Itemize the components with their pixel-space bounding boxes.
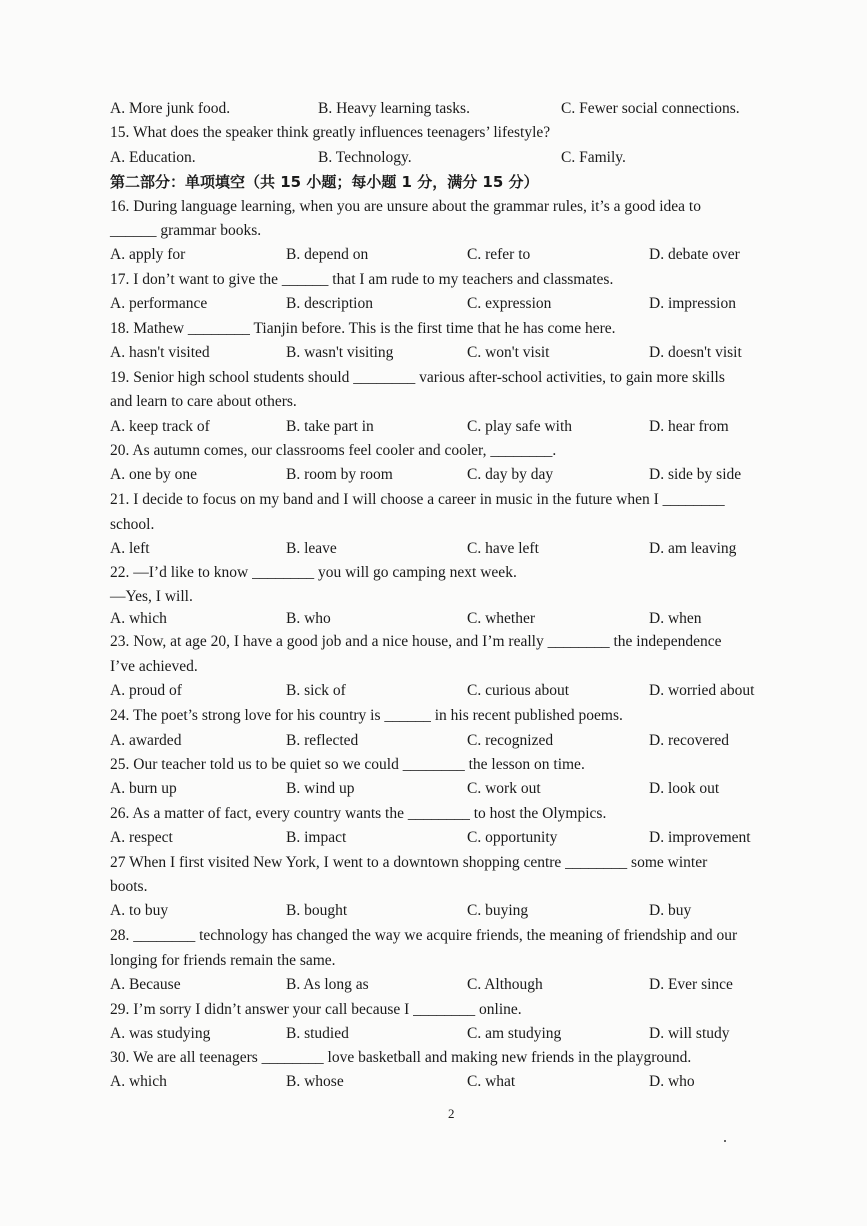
option-a: A. burn up: [110, 780, 177, 797]
q15-option-a: A. Education.: [110, 149, 196, 166]
option-b: B. take part in: [286, 418, 374, 435]
question-stem: 27 When I first visited New York, I went to a downtown shopping centre ________ some winter: [110, 854, 708, 871]
option-b: B. sick of: [286, 682, 346, 699]
option-c: C. am studying: [467, 1025, 562, 1042]
option-c: C. have left: [467, 540, 539, 557]
option-b: B. wind up: [286, 780, 355, 797]
option-d: D. impression: [649, 295, 736, 312]
option-d: D. who: [649, 1073, 695, 1090]
option-a: A. apply for: [110, 246, 186, 263]
question-stem: 22. —I’d like to know ________ you will go camping next week.: [110, 564, 517, 581]
question-stem: 18. Mathew ________ Tianjin before. This is the first time that he has come here.: [110, 320, 616, 337]
q15-option-b: B. Technology.: [318, 149, 412, 166]
option-a: A. left: [110, 540, 150, 557]
option-c: C. what: [467, 1073, 516, 1090]
question-stem-continued: ______ grammar books.: [110, 222, 262, 239]
option-a: A. awarded: [110, 732, 182, 749]
q15-option-c: C. Family.: [561, 149, 626, 166]
option-a: A. which: [110, 610, 167, 627]
question-stem: 23. Now, at age 20, I have a good job and a nice house, and I’m really ________ the independence: [110, 633, 722, 650]
question-stem-continued: boots.: [110, 878, 148, 895]
q14-option-b: B. Heavy learning tasks.: [318, 100, 470, 117]
option-b: B. wasn't visiting: [286, 344, 394, 361]
question-stem: 29. I’m sorry I didn’t answer your call because I ________ online.: [110, 1001, 522, 1018]
q14-option-a: A. More junk food.: [110, 100, 231, 117]
question-stem: 28. ________ technology has changed the way we acquire friends, the meaning of friendship and our: [110, 927, 738, 944]
question-stem: 20. As autumn comes, our classrooms feel cooler and cooler, ________.: [110, 442, 557, 459]
option-a: A. proud of: [110, 682, 182, 699]
question-stem-continued: longing for friends remain the same.: [110, 952, 336, 969]
question-stem: 19. Senior high school students should ________ various after-school activities, to gain more skills: [110, 369, 725, 386]
option-b: B. bought: [286, 902, 348, 919]
option-b: B. room by room: [286, 466, 393, 483]
option-a: A. keep track of: [110, 418, 210, 435]
question-stem-continued: and learn to care about others.: [110, 393, 297, 410]
q15-stem: 15. What does the speaker think greatly influences teenagers’ lifestyle?: [110, 124, 551, 141]
option-b: B. who: [286, 610, 331, 627]
option-d: D. debate over: [649, 246, 740, 263]
q14-option-c: C. Fewer social connections.: [561, 100, 740, 117]
option-a: A. to buy: [110, 902, 169, 919]
option-c: C. opportunity: [467, 829, 558, 846]
option-b: B. studied: [286, 1025, 349, 1042]
option-c: C. whether: [467, 610, 536, 627]
question-stem-continued: school.: [110, 516, 155, 533]
option-d: D. worried about: [649, 682, 755, 699]
option-c: C. Although: [467, 976, 543, 993]
option-a: A. hasn't visited: [110, 344, 210, 361]
option-a: A. was studying: [110, 1025, 211, 1042]
option-b: B. description: [286, 295, 373, 312]
option-a: A. respect: [110, 829, 173, 846]
option-b: B. whose: [286, 1073, 344, 1090]
question-stem: 16. During language learning, when you are unsure about the grammar rules, it’s a good idea to: [110, 198, 701, 215]
option-c: C. buying: [467, 902, 529, 919]
question-stem: 30. We are all teenagers ________ love basketball and making new friends in the playground.: [110, 1049, 692, 1066]
option-d: D. improvement: [649, 829, 751, 846]
option-d: D. doesn't visit: [649, 344, 742, 361]
option-b: B. As long as: [286, 976, 369, 993]
option-c: C. play safe with: [467, 418, 573, 435]
question-stem: 17. I don’t want to give the ______ that I am rude to my teachers and classmates.: [110, 271, 614, 288]
option-a: A. Because: [110, 976, 181, 993]
option-c: C. refer to: [467, 246, 531, 263]
option-d: D. look out: [649, 780, 720, 797]
option-c: C. recognized: [467, 732, 554, 749]
option-d: D. when: [649, 610, 702, 627]
option-d: D. side by side: [649, 466, 742, 483]
option-b: B. reflected: [286, 732, 359, 749]
section-heading: 第二部分：单项填空（共 15 小题；每小题 1 分，满分 15 分）: [110, 173, 539, 191]
option-a: A. performance: [110, 295, 208, 312]
question-stem-continued: I’ve achieved.: [110, 658, 198, 675]
option-b: B. depend on: [286, 246, 369, 263]
option-d: D. hear from: [649, 418, 729, 435]
question-stem: 26. As a matter of fact, every country wants the ________ to host the Olympics.: [110, 805, 607, 822]
option-d: D. buy: [649, 902, 692, 919]
question-stem-continued: —Yes, I will.: [110, 588, 193, 605]
option-d: D. Ever since: [649, 976, 733, 993]
option-c: C. day by day: [467, 466, 554, 483]
option-d: D. am leaving: [649, 540, 737, 557]
option-b: B. leave: [286, 540, 337, 557]
question-stem: 21. I decide to focus on my band and I will choose a career in music in the future when I ________: [110, 491, 725, 508]
option-c: C. won't visit: [467, 344, 550, 361]
option-d: D. will study: [649, 1025, 730, 1042]
page-number: 2: [448, 1106, 455, 1121]
scan-speck: [724, 1140, 726, 1142]
question-stem: 25. Our teacher told us to be quiet so we could ________ the lesson on time.: [110, 756, 585, 773]
option-a: A. which: [110, 1073, 167, 1090]
option-a: A. one by one: [110, 466, 197, 483]
option-c: C. expression: [467, 295, 552, 312]
question-stem: 24. The poet’s strong love for his country is ______ in his recent published poems.: [110, 707, 623, 724]
option-c: C. curious about: [467, 682, 570, 699]
option-d: D. recovered: [649, 732, 730, 749]
option-b: B. impact: [286, 829, 347, 846]
option-c: C. work out: [467, 780, 541, 797]
